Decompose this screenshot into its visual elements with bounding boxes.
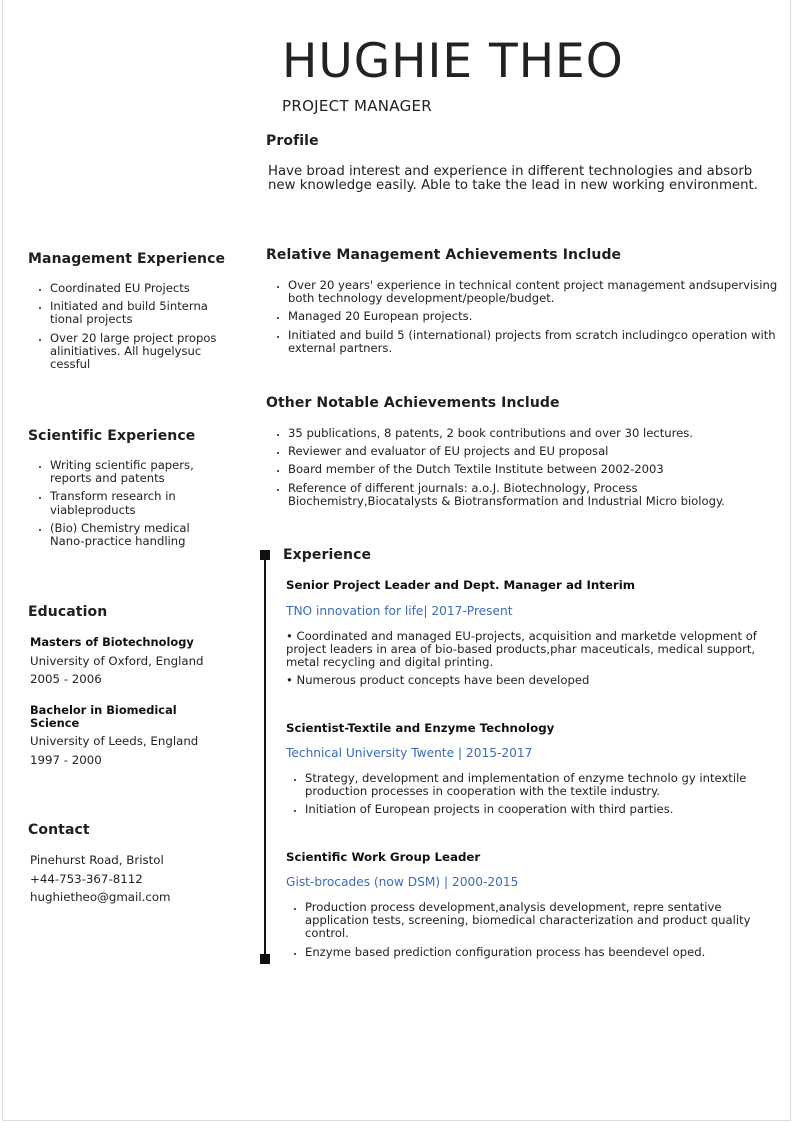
list-item: • Initiated and build 5 (international) projects from scratch includingco operation with external partners.: [288, 329, 788, 355]
experience-timeline-line: [264, 553, 266, 959]
job-organization: Technical University Twente | 2015-2017: [286, 746, 533, 760]
education-degree: Bachelor in Biomedical Science: [30, 703, 177, 730]
candidate-title: PROJECT MANAGER: [282, 97, 433, 115]
list-item: • Initiation of European projects in cooperation with third parties.: [305, 803, 785, 816]
list-item: • 35 publications, 8 patents, 2 book contributions and over 30 lectures.: [288, 427, 788, 440]
job-organization: Gist-brocades (now DSM) | 2000-2015: [286, 875, 519, 889]
job-title: Scientist-Textile and Enzyme Technology: [286, 721, 555, 735]
timeline-end-marker: [260, 954, 270, 964]
job-description: • Coordinated and managed EU-projects, acquisition and marketde velopment of project leaders in area of bio-based products,phar maceuticals, medical support, metal recycling and digital printing.: [286, 629, 757, 669]
list-item: • Over 20 years' experience in technical content project management andsupervising both technology development/people/budget.: [288, 279, 788, 305]
relative-achievements-list: [267, 279, 788, 360]
other-achievements-list: [267, 427, 788, 513]
list-item: • Managed 20 European projects.: [288, 310, 788, 323]
list-item: • Reviewer and evaluator of EU projects and EU proposal: [288, 445, 788, 458]
job-duties-list: [284, 772, 785, 822]
list-item: • Over 20 large project propos alinitiatives. All hugelysuc cessful: [50, 332, 220, 372]
contact-phone: +44-753-367-8112: [30, 872, 143, 886]
education-degree: Masters of Biotechnology: [30, 635, 194, 649]
job-duties-list: [284, 901, 785, 964]
list-item: • (Bio) Chemistry medical Nano-practice handling: [50, 522, 215, 548]
management-experience-list: [29, 282, 220, 376]
job-organization: TNO innovation for life| 2017-Present: [286, 604, 513, 618]
list-item: • Board member of the Dutch Textile Institute between 2002-2003: [288, 463, 788, 476]
list-item: • Transform research in viableproducts: [50, 490, 215, 516]
other-achievements-heading: Other Notable Achievements Include: [266, 395, 560, 411]
relative-achievements-heading: Relative Management Achievements Include: [266, 247, 622, 263]
profile-text: Have broad interest and experience in different technologies and absorb new knowledge easily. Able to take the lead in new working environment.: [268, 164, 758, 193]
list-item: • Enzyme based prediction configuration process has beendevel oped.: [305, 946, 785, 959]
contact-email: hughietheo@gmail.com: [30, 890, 171, 904]
job-description: • Numerous product concepts have been developed: [286, 673, 590, 687]
list-item: • Production process development,analysis development, repre sentative application tests, screening, biomedical characterization and product quality control.: [305, 901, 785, 941]
education-school: University of Oxford, England: [30, 654, 204, 668]
profile-heading: Profile: [266, 133, 319, 149]
job-title: Scientific Work Group Leader: [286, 850, 481, 864]
management-experience-heading: Management Experience: [28, 251, 226, 267]
education-years: 2005 - 2006: [30, 672, 102, 686]
education-school: University of Leeds, England: [30, 734, 199, 748]
list-item: • Initiated and build 5interna tional projects: [50, 300, 220, 326]
scientific-experience-heading: Scientific Experience: [28, 428, 196, 444]
scientific-experience-list: [29, 459, 215, 553]
contact-address: Pinehurst Road, Bristol: [30, 853, 164, 867]
resume-page: [2, 0, 791, 1121]
candidate-name: HUGHIE THEO: [282, 34, 624, 89]
list-item: • Strategy, development and implementation of enzyme technolo gy intextile production processes in cooperation with the textile industry.: [305, 772, 785, 798]
list-item: • Coordinated EU Projects: [50, 282, 220, 295]
education-heading: Education: [28, 604, 108, 620]
list-item: • Writing scientific papers, reports and patents: [50, 459, 215, 485]
job-title: Senior Project Leader and Dept. Manager ad Interim: [286, 578, 636, 592]
education-years: 1997 - 2000: [30, 753, 102, 767]
list-item: • Reference of different journals: a.o.J. Biotechnology, Process Biochemistry,Biocatalysts & Biotransformation and Industrial Micro biology.: [288, 482, 788, 508]
contact-heading: Contact: [28, 822, 90, 838]
timeline-start-marker: [260, 550, 270, 560]
experience-heading: Experience: [283, 547, 372, 563]
